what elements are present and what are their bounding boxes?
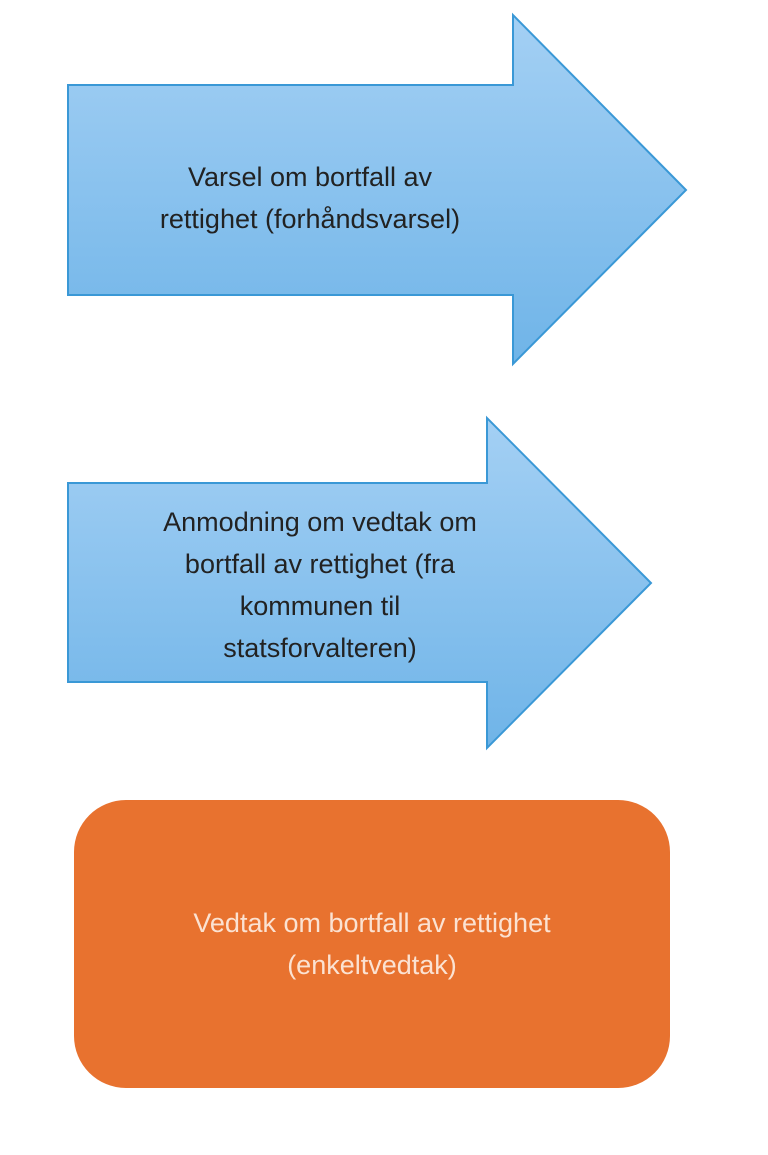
step-3-label: Vedtak om bortfall av rettighet (enkeltvedtak): [193, 908, 551, 980]
step-3-box: [74, 800, 670, 1088]
step-2-label: Anmodning om vedtak om bortfall av rettighet (fra kommunen til statsforvalteren): [163, 507, 477, 663]
step-1-label: Varsel om bortfall av rettighet (forhåndsvarsel): [159, 161, 461, 234]
